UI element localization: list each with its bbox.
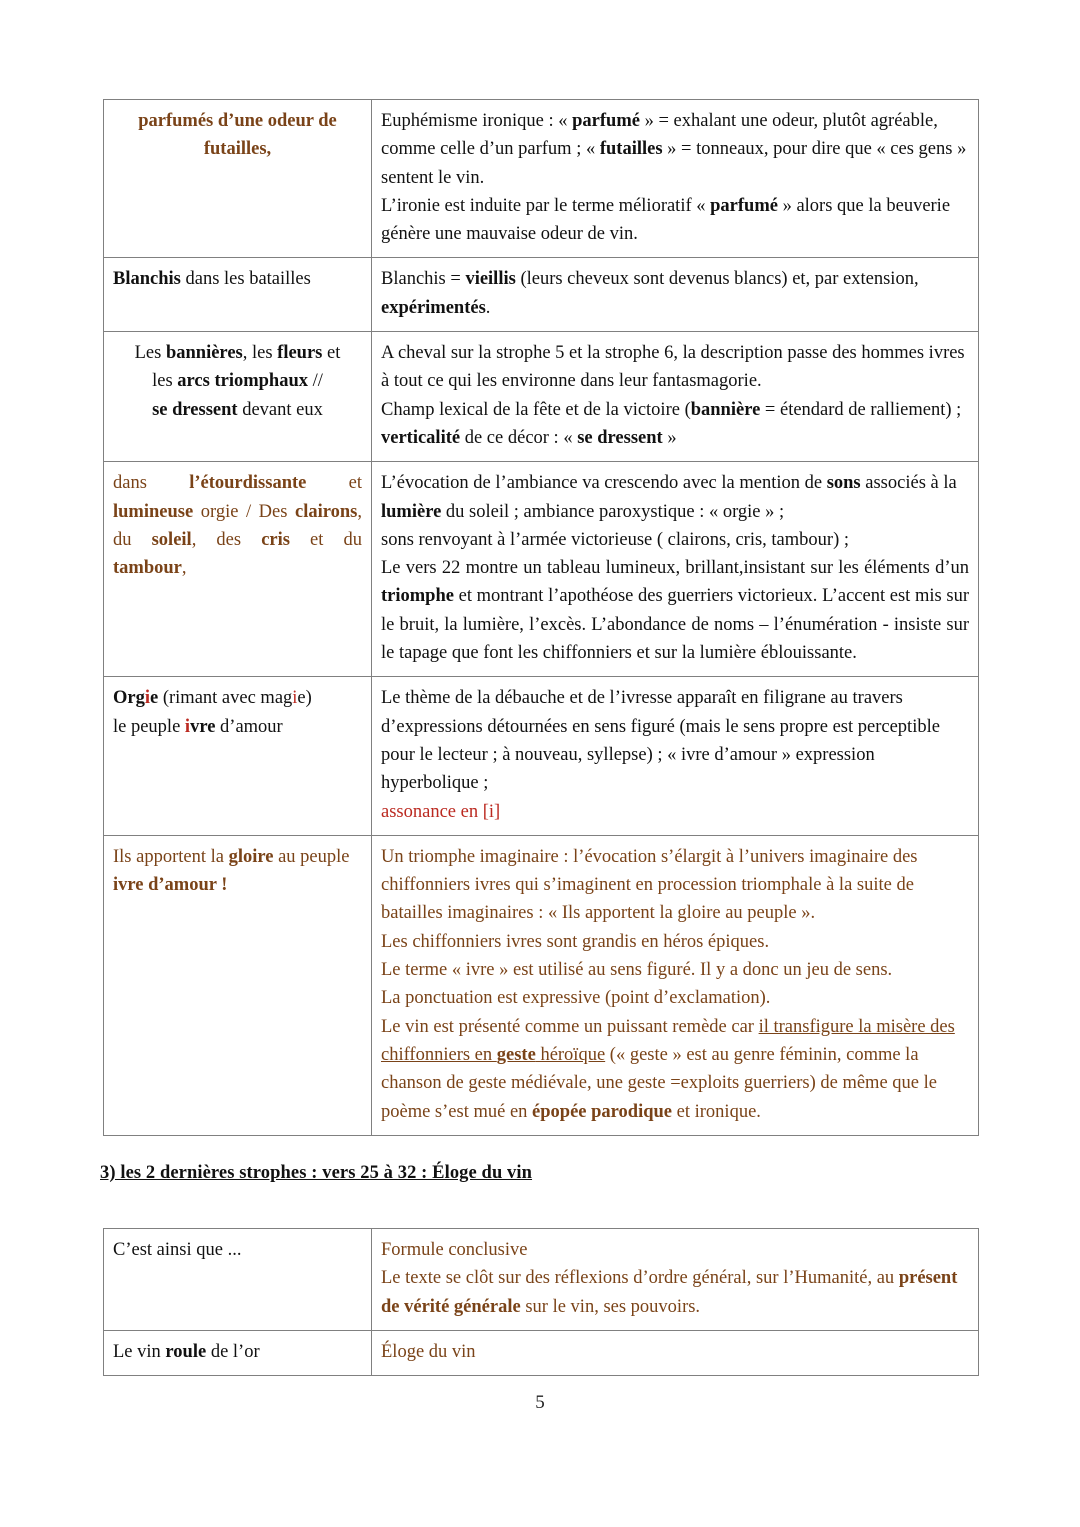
text-run: » alors que la beuverie génère une mauvaise odeur de vin.: [381, 195, 951, 245]
text-run: de l’or: [206, 1341, 260, 1362]
text-run-bold: présent de vérité générale: [381, 1268, 958, 1317]
quote-line: futailles,: [203, 139, 272, 160]
text-run: dans les batailles: [180, 269, 311, 290]
quote-cell: [104, 835, 372, 1135]
text-run: »: [662, 427, 677, 448]
analysis-table-main: [103, 99, 979, 1136]
text-run-bold: se dressent: [577, 427, 663, 448]
quote-cell: [104, 677, 372, 835]
text-run-bold: bannières: [165, 343, 243, 364]
text-run-highlight: i: [184, 716, 191, 737]
text-run-underline: il transfigure la misère des chiffonniers en: [381, 1016, 955, 1065]
comment-cell: Éloge du vin: [372, 1330, 979, 1375]
comment-paragraph: [381, 396, 969, 453]
text-run: sur le vin, ses pouvoirs.: [520, 1296, 701, 1317]
table-row: [104, 1330, 979, 1375]
analysis-table-final: [103, 1228, 979, 1376]
text-run-bold: expérimentés: [381, 297, 486, 318]
text-run-bold: tambour: [113, 558, 182, 579]
text-run-bold: vieillis: [465, 269, 516, 290]
text-run: Les chiffonniers ivres sont grandis en héros épiques.: [381, 931, 770, 952]
text-run: Les: [134, 343, 166, 364]
comment-cell: [372, 258, 979, 332]
comment-paragraph: [381, 1236, 969, 1264]
text-run: = étendard de ralliement) ;: [760, 399, 962, 420]
comment-paragraph: [381, 956, 969, 984]
text-run: associés à la: [860, 473, 957, 494]
quote-cell: [104, 258, 372, 332]
comment-paragraph: [381, 1264, 969, 1321]
comment-cell: [372, 462, 979, 677]
comment-paragraph-highlight: [381, 798, 969, 826]
table-row: [104, 677, 979, 835]
comment-paragraph: [381, 526, 969, 554]
text-run: Blanchis =: [381, 269, 466, 290]
text-run: , des: [191, 529, 262, 550]
text-run: (rimant avec mag: [158, 688, 293, 709]
text-run-bold: futailles: [599, 139, 663, 160]
text-run: L’évocation de l’ambiance va crescendo avec la mention de: [381, 473, 827, 494]
comment-paragraph: [381, 843, 969, 928]
text-run-bold: soleil: [151, 529, 192, 550]
text-run: Le thème de la débauche et de l’ivresse apparaît en filigrane au travers d’expressions détournées en sens figuré (mais le sens propre est perceptible pour le lecteur ; à nouveau, syllepse) ; « ivre d’amour » expression hyperbolique ;: [381, 688, 940, 794]
text-run: et montrant l’apothéose des guerriers victorieux. L’accent est mis sur le bruit, la lumière, l’excès. L’abondance de noms – l’énumération - insiste sur le tapage que font les chiffonniers et sur la lumière éblouissante.: [381, 586, 969, 664]
text-run-bold: roule: [165, 1341, 207, 1362]
comment-paragraph: [381, 339, 969, 396]
comment-paragraph: [381, 265, 969, 322]
text-run: Champ lexical de la fête et de la victoire (: [381, 399, 691, 420]
text-run-bold: e: [150, 688, 159, 709]
quote-cell: [104, 462, 372, 677]
comment-paragraph: [381, 469, 969, 526]
text-run: .: [485, 297, 491, 318]
quote-line: [113, 713, 362, 741]
text-run: » = exhalant une odeur, plutôt agréable, comme celle d’un parfum ; «: [381, 111, 938, 160]
page-number: 5: [535, 1392, 545, 1413]
text-run: les: [152, 371, 178, 392]
text-run-bold: !: [216, 875, 228, 896]
comment-paragraph: [381, 928, 969, 956]
text-run-highlight: i: [144, 688, 150, 709]
table-row: [104, 462, 979, 677]
text-run: , les: [242, 343, 278, 364]
table-row: [104, 258, 979, 332]
quote-cell: [104, 1330, 372, 1375]
text-run-bold: vre: [190, 716, 216, 737]
text-run-bold: bannière: [690, 399, 761, 420]
text-run: sons renvoyant à l’armée victorieuse ( clairons, cris, tambour) ;: [381, 529, 849, 550]
comment-paragraph: [381, 192, 969, 249]
comment-paragraph: [381, 554, 969, 667]
text-run: //: [307, 371, 323, 392]
text-run-bold: se dressent: [152, 399, 238, 420]
comment-cell: [372, 1229, 979, 1331]
comment-cell: [372, 677, 979, 835]
text-run-underline-bold: geste: [496, 1044, 536, 1065]
text-run: » = tonneaux, pour dire que « ces gens » sentent le vin.: [381, 139, 967, 188]
text-run: assonance en [i]: [381, 801, 501, 822]
text-run: Le vers 22 montre un tableau lumineux, brillant,insistant sur les éléments d’un: [381, 558, 969, 579]
text-run: Le terme « ivre » est utilisé au sens figuré. Il y a donc un jeu de sens.: [381, 960, 893, 981]
text-run-bold: fleurs: [277, 343, 323, 364]
comment-paragraph: [381, 107, 969, 192]
text-run: le peuple: [113, 716, 185, 737]
comment-cell: [372, 332, 979, 462]
text-run-bold: lumière: [381, 501, 442, 522]
text-run: Le vin est présenté comme un puissant remède car: [381, 1016, 759, 1037]
text-run-highlight: i: [292, 688, 298, 709]
table-row: [104, 332, 979, 462]
quote-cell: [104, 100, 372, 258]
text-run-bold: parfumé: [572, 111, 640, 131]
text-run: Euphémisme ironique : «: [381, 111, 573, 131]
text-run-bold: triomphe: [381, 586, 454, 607]
text-run: La ponctuation est expressive (point d’exclamation).: [381, 988, 771, 1009]
text-run-bold: lumineuse: [113, 501, 194, 522]
text-run: , du: [113, 501, 362, 550]
text-run: et: [306, 473, 362, 494]
text-run-bold: gloire: [228, 846, 274, 867]
text-run-bold: verticalité: [381, 427, 461, 448]
quote-line: parfumés d’une odeur de: [138, 111, 337, 131]
comment-cell: [372, 100, 979, 258]
text-run: Formule conclusive: [381, 1240, 528, 1260]
text-run: Le vin: [113, 1341, 166, 1362]
text-run-bold: Org: [113, 688, 145, 709]
table-row: [104, 835, 979, 1135]
text-run-bold: Blanchis: [113, 269, 181, 290]
table-row: [104, 100, 979, 258]
text-run: A cheval sur la strophe 5 et la strophe 6, la description passe des hommes ivres à tout ce qui les environne dans leur fantasmagorie.: [381, 343, 965, 392]
text-run: devant eux: [237, 399, 323, 420]
text-run-bold: clairons: [295, 501, 358, 522]
comment-paragraph: [381, 984, 969, 1012]
section-heading: 3) les 2 dernières strophes : vers 25 à 32 : Éloge du vin: [100, 1163, 533, 1183]
text-run: du soleil ; ambiance paroxystique : « orgie » ;: [441, 501, 785, 522]
quote-cell: [104, 332, 372, 462]
text-run: orgie / Des: [193, 501, 296, 522]
text-run: et ironique.: [672, 1101, 761, 1122]
table-row: [104, 1229, 979, 1331]
text-run: Ils apportent la: [113, 846, 229, 867]
text-run-bold: arcs triomphaux: [177, 371, 308, 392]
comment-paragraph: [381, 684, 969, 797]
quote-cell: C’est ainsi que ...: [104, 1229, 372, 1331]
text-run: dans: [113, 473, 190, 494]
text-run-bold: sons: [826, 473, 861, 494]
comment-paragraph: [381, 1013, 969, 1126]
text-run: e): [297, 688, 312, 709]
text-run-underline: héroïque: [535, 1044, 606, 1065]
text-run: (« geste » est au genre féminin, comme la chanson de geste médiévale, une geste =exploits guerriers) de même que le poème s’est mué en: [381, 1044, 937, 1122]
text-run: ,: [181, 558, 187, 579]
text-run: d’amour: [215, 716, 283, 737]
quote-line: [113, 684, 362, 712]
text-run-bold: cris: [261, 529, 290, 550]
text-run-bold: épopée parodique: [532, 1101, 673, 1122]
text-run: Un triomphe imaginaire : l’évocation s’élargit à l’univers imaginaire des chiffonniers ivres qui s’imaginent en procession triomphale à la suite de batailles imaginaires : « Ils apportent la gloire au peuple ».: [381, 846, 918, 924]
text-run-bold: parfumé: [710, 195, 778, 216]
comment-cell: [372, 835, 979, 1135]
text-run: de ce décor : «: [460, 427, 578, 448]
text-run: et du: [289, 529, 362, 550]
text-run-bold: l’étourdissante: [189, 473, 307, 494]
text-run: Le texte se clôt sur des réflexions d’ordre général, sur l’Humanité, au: [381, 1268, 899, 1289]
text-run: et: [322, 343, 341, 364]
text-run: au peuple: [273, 846, 350, 867]
text-run-bold: ivre d’amour: [113, 875, 217, 896]
text-run: (leurs cheveux sont devenus blancs) et, par extension,: [515, 269, 919, 290]
text-run: L’ironie est induite par le terme mélioratif «: [381, 195, 711, 216]
